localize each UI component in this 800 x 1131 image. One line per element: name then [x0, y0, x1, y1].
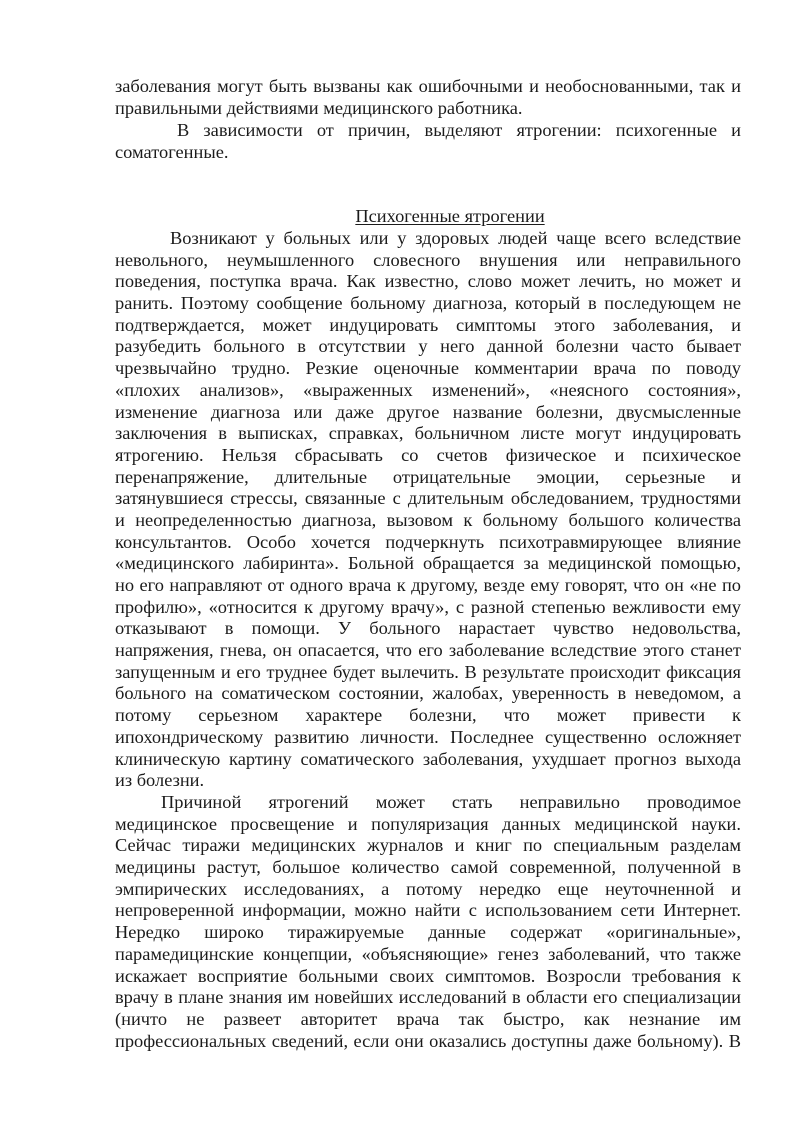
text-line: правильными действиями медицинского работника.: [115, 97, 523, 118]
text-line: затянувшиеся стрессы, связанные с длительным обследованием, трудностями: [115, 488, 741, 509]
paragraph-psychogenic: [115, 228, 741, 792]
text-line: из болезни.: [115, 770, 205, 791]
classification-paragraph: [115, 120, 741, 163]
text-line: отказывают в помощи. У больного нарастает чувство недовольства,: [115, 618, 741, 639]
text-line: ипохондрическому развитию личности. Последнее существенно осложняет: [115, 726, 741, 747]
text-line: невольного, неумышленного словесного внушения или неправильного: [115, 249, 741, 270]
text-line: больного на соматическом состоянии, жалобах, уверенность в неведомом, а: [115, 683, 741, 704]
text-line: Возникают у больных или у здоровых людей чаще всего вследствие: [170, 228, 741, 248]
text-line: потому серьезном характере болезни, что может привести к: [115, 705, 741, 726]
text-line: заключения в выписках, справках, больничном листе могут индуцировать: [115, 423, 741, 444]
text-line: парамедицинские концепции, «объясняющие» генез заболеваний, что также: [115, 943, 741, 964]
text-line: искажает восприятие больными своих симптомов. Возросли требования к: [115, 965, 741, 986]
text-line: напряжения, гнева, он опасается, что его заболевание вследствие этого станет: [115, 640, 741, 661]
text-line: медицинское просвещение и популяризация данных медицинской науки.: [115, 813, 741, 834]
text-line: «медицинского лабиринта». Больной обращается за медицинской помощью,: [115, 553, 741, 574]
text-line: соматогенные.: [115, 141, 229, 162]
paragraph-medical-education: [115, 792, 741, 1052]
text-line: запущенным и его труднее будет вылечить. В результате происходит фиксация: [115, 661, 741, 682]
text-line: Причиной ятрогений может стать неправильно проводимое: [161, 792, 741, 812]
text-line: чрезвычайно трудно. Резкие оценочные комментарии врача по поводу: [115, 358, 741, 379]
text-line: клиническую картину соматического заболевания, ухудшает прогноз выхода: [115, 748, 741, 769]
text-line: ятрогению. Нельзя сбрасывать со счетов физическое и психическое: [115, 444, 741, 465]
text-line: эмпирических исследованиях, а потому нередко еще неуточненной и: [115, 878, 741, 899]
text-line: Сейчас тиражи медицинских журналов и книг по специальным разделам: [115, 835, 741, 856]
text-line: Нередко широко тиражируемые данные содержат «оригинальные»,: [115, 922, 741, 943]
section-heading: [115, 206, 741, 228]
text-line: но его направляют от одного врача к другому, везде ему говорят, что он «не по: [115, 575, 741, 595]
text-line: и неопределенностью диагноза, вызовом к больному большого количества: [115, 509, 741, 530]
text-line: непроверенной информации, можно найти с использованием сети Интернет.: [115, 900, 741, 921]
text-line: изменение диагноза или даже другое название болезни, двусмысленные: [115, 401, 741, 422]
text-line: подтверждается, может индуцировать симптомы этого заболевания, и: [115, 314, 741, 335]
section-heading-text: Психогенные ятрогении: [355, 206, 545, 226]
text-line: перенапряжение, длительные отрицательные эмоции, серьезные и: [115, 466, 741, 487]
text-line: разубедить больного в отсутствии у него данной болезни часто бывает: [115, 336, 741, 357]
text-line: врачу в плане знания им новейших исследований в области его специализации: [115, 987, 741, 1008]
text-line: профилю», «относится к другому врачу», с разной степенью вежливости ему: [115, 596, 741, 617]
text-line: профессиональных сведений, если они оказались доступны даже больному). В: [115, 1030, 741, 1051]
text-line: ранить. Поэтому сообщение больному диагноза, который в последующем не: [115, 293, 741, 314]
text-line: (ничто не развеет авторитет врача так быстро, как незнание им: [115, 1008, 741, 1029]
text-line: поведения, поступка врача. Как известно, слово может лечить, но может и: [115, 271, 741, 292]
text-line: консультантов. Особо хочется подчеркнуть психотравмирующее влияние: [115, 531, 741, 552]
text-line: В зависимости от причин, выделяют ятрогении: психогенные и: [177, 120, 741, 140]
text-line: «плохих анализов», «выраженных изменений», «неясного состояния»,: [115, 379, 741, 400]
text-line: заболевания могут быть вызваны как ошибочными и необоснованными, так и: [115, 76, 741, 96]
intro-paragraph: [115, 76, 741, 119]
text-line: медицины растут, большое количество самой современной, полученной в: [115, 857, 741, 878]
